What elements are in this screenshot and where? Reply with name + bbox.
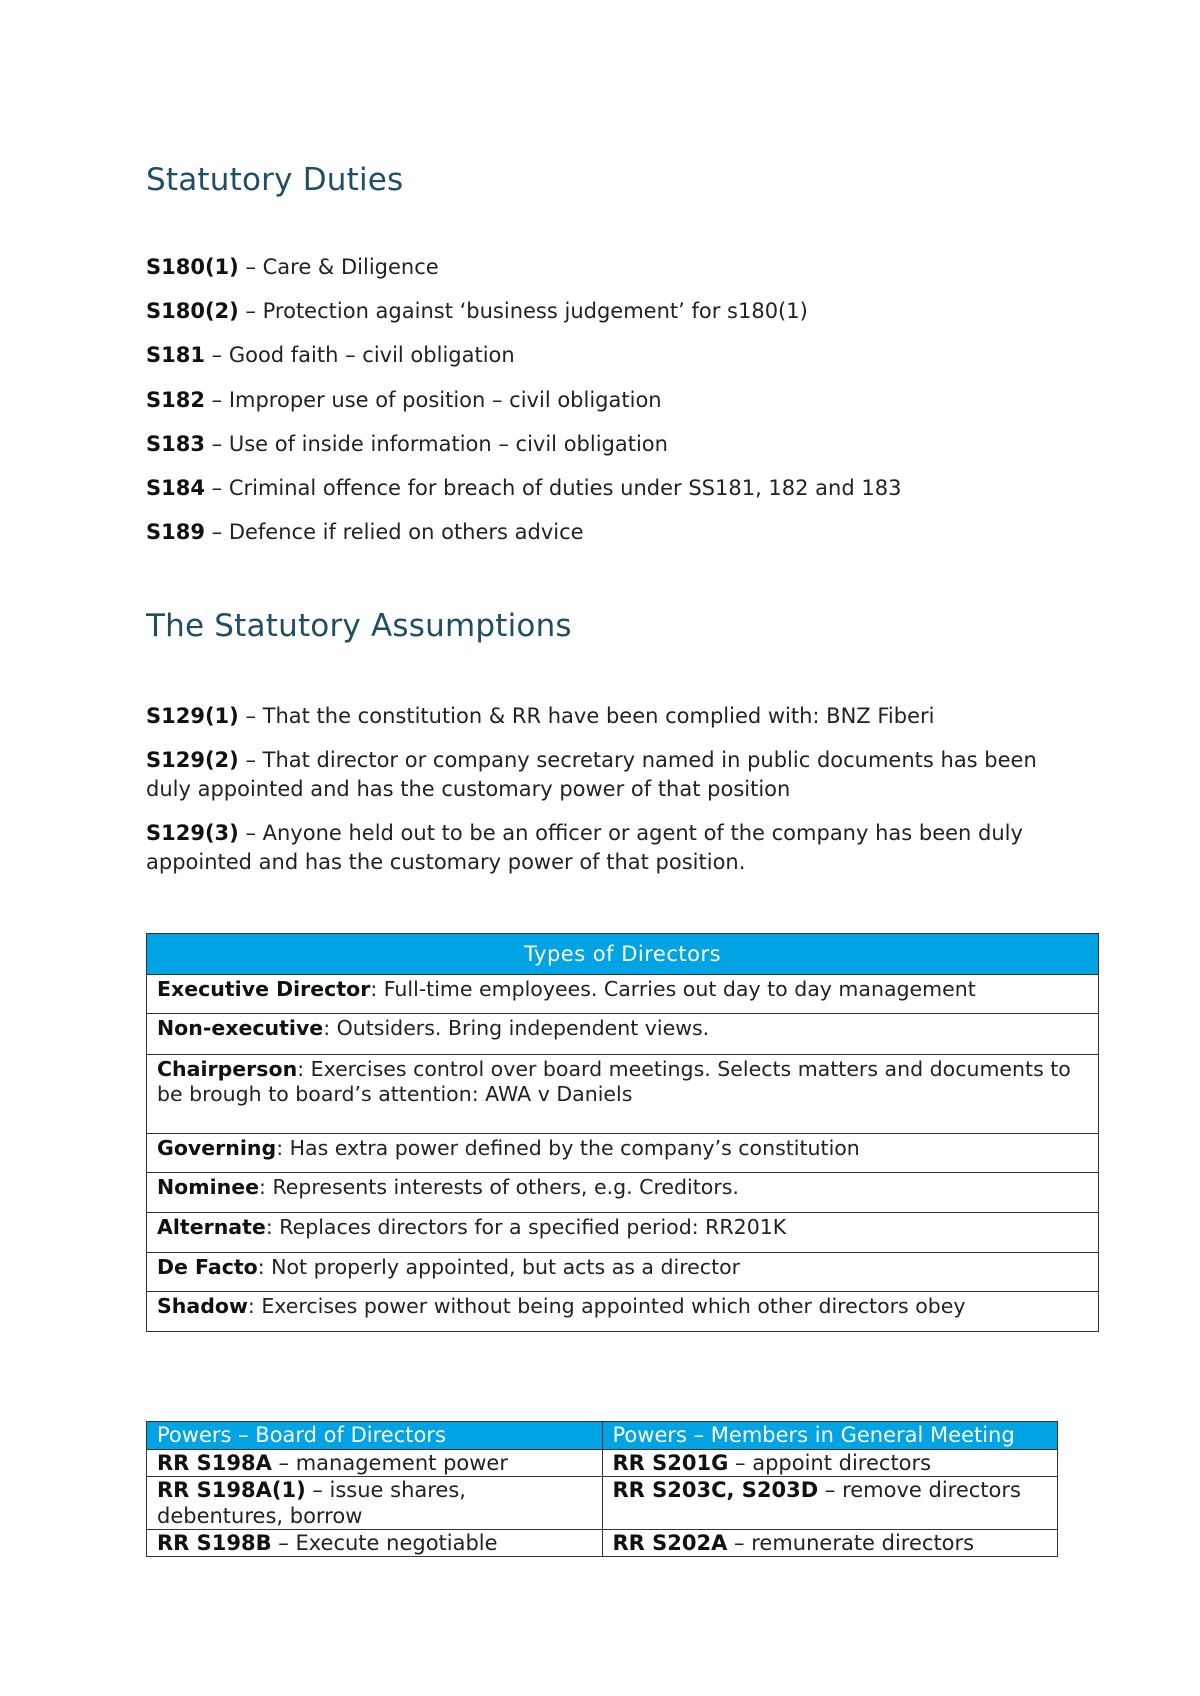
director-desc: : Exercises power without being appointed which other directors obey	[247, 1294, 966, 1318]
duty-text: – Care & Diligence	[238, 255, 439, 279]
duty-code: S184	[146, 476, 205, 500]
table-row	[147, 1055, 1099, 1134]
duty-item	[146, 297, 808, 326]
table-header-board: Powers – Board of Directors	[147, 1422, 603, 1450]
director-term: Nominee	[157, 1175, 260, 1199]
assumption-item	[146, 702, 934, 731]
table-row	[147, 1530, 1058, 1557]
table-row	[147, 1450, 1058, 1477]
power-text: – remunerate directors	[727, 1531, 975, 1555]
director-term: Non-executive	[157, 1016, 324, 1040]
table-row	[147, 1477, 1058, 1530]
duty-code: S181	[146, 343, 205, 367]
duty-item	[146, 474, 901, 503]
types-of-directors-table	[146, 933, 1099, 1332]
director-term: Executive Director	[157, 977, 371, 1001]
power-code: RR S201G	[612, 1451, 729, 1475]
powers-table	[146, 1421, 1058, 1557]
power-text: – Execute negotiable	[271, 1531, 498, 1555]
assumption-text: – That the constitution & RR have been complied with: BNZ Fiberi	[238, 704, 935, 728]
power-code: RR S198A	[157, 1451, 272, 1475]
director-term: Alternate	[157, 1215, 266, 1239]
duty-item	[146, 253, 439, 282]
duty-text: – Improper use of position – civil obligation	[204, 388, 662, 412]
duty-code: S180(2)	[146, 299, 239, 323]
duty-item	[146, 430, 668, 459]
power-text: – issue shares, debentures, borrow	[157, 1478, 466, 1528]
power-text: – remove directors	[818, 1478, 1021, 1502]
duty-text: – Defence if relied on others advice	[204, 520, 584, 544]
table-row	[147, 1213, 1099, 1253]
duty-item	[146, 518, 584, 547]
assumption-item	[146, 746, 1046, 804]
power-text: – appoint directors	[728, 1451, 932, 1475]
duty-item	[146, 341, 515, 370]
power-code: RR S198B	[157, 1531, 272, 1555]
table-row	[147, 1014, 1099, 1055]
duty-code: S183	[146, 432, 205, 456]
duty-code: S189	[146, 520, 205, 544]
table-row	[147, 1292, 1099, 1332]
assumption-text: – That director or company secretary named in public documents has been duly appointed and has the customary power of that position	[146, 748, 1037, 801]
duty-item	[146, 386, 662, 415]
director-term: Governing	[157, 1136, 277, 1160]
director-desc: : Represents interests of others, e.g. Creditors.	[259, 1175, 739, 1199]
table-row	[147, 975, 1099, 1014]
duty-code: S180(1)	[146, 255, 239, 279]
power-code: RR S203C, S203D	[612, 1478, 819, 1502]
duty-text: – Criminal offence for breach of duties under SS181, 182 and 183	[204, 476, 902, 500]
director-desc: : Full-time employees. Carries out day to day management	[370, 977, 976, 1001]
table-row	[147, 1253, 1099, 1292]
table-header: Types of Directors	[147, 934, 1099, 975]
assumption-item	[146, 819, 1046, 877]
director-term: Chairperson	[157, 1057, 298, 1081]
director-desc: : Not properly appointed, but acts as a director	[257, 1255, 741, 1279]
assumption-code: S129(3)	[146, 821, 239, 845]
power-text: – management power	[271, 1451, 508, 1475]
assumption-code: S129(1)	[146, 704, 239, 728]
director-desc: : Outsiders. Bring independent views.	[323, 1016, 710, 1040]
director-term: Shadow	[157, 1294, 248, 1318]
duty-code: S182	[146, 388, 205, 412]
director-desc: : Replaces directors for a specified period: RR201K	[265, 1215, 787, 1239]
director-desc: : Exercises control over board meetings. Selects matters and documents to be brough to board’s attention: AWA v Daniels	[157, 1057, 1071, 1106]
table-row	[147, 1134, 1099, 1173]
section-title-statutory-assumptions: The Statutory Assumptions	[146, 608, 572, 644]
duty-text: – Good faith – civil obligation	[204, 343, 515, 367]
table-row	[147, 1173, 1099, 1213]
assumption-code: S129(2)	[146, 748, 239, 772]
director-desc: : Has extra power defined by the company’s constitution	[276, 1136, 860, 1160]
director-term: De Facto	[157, 1255, 258, 1279]
duty-text: – Use of inside information – civil obligation	[204, 432, 668, 456]
power-code: RR S202A	[612, 1531, 728, 1555]
assumption-text: – Anyone held out to be an officer or agent of the company has been duly appointed and has the customary power of that position.	[146, 821, 1023, 874]
power-code: RR S198A(1)	[157, 1478, 306, 1502]
table-header-members: Powers – Members in General Meeting	[602, 1422, 1058, 1450]
duty-text: – Protection against ‘business judgement’ for s180(1)	[238, 299, 808, 323]
section-title-statutory-duties: Statutory Duties	[146, 162, 404, 198]
